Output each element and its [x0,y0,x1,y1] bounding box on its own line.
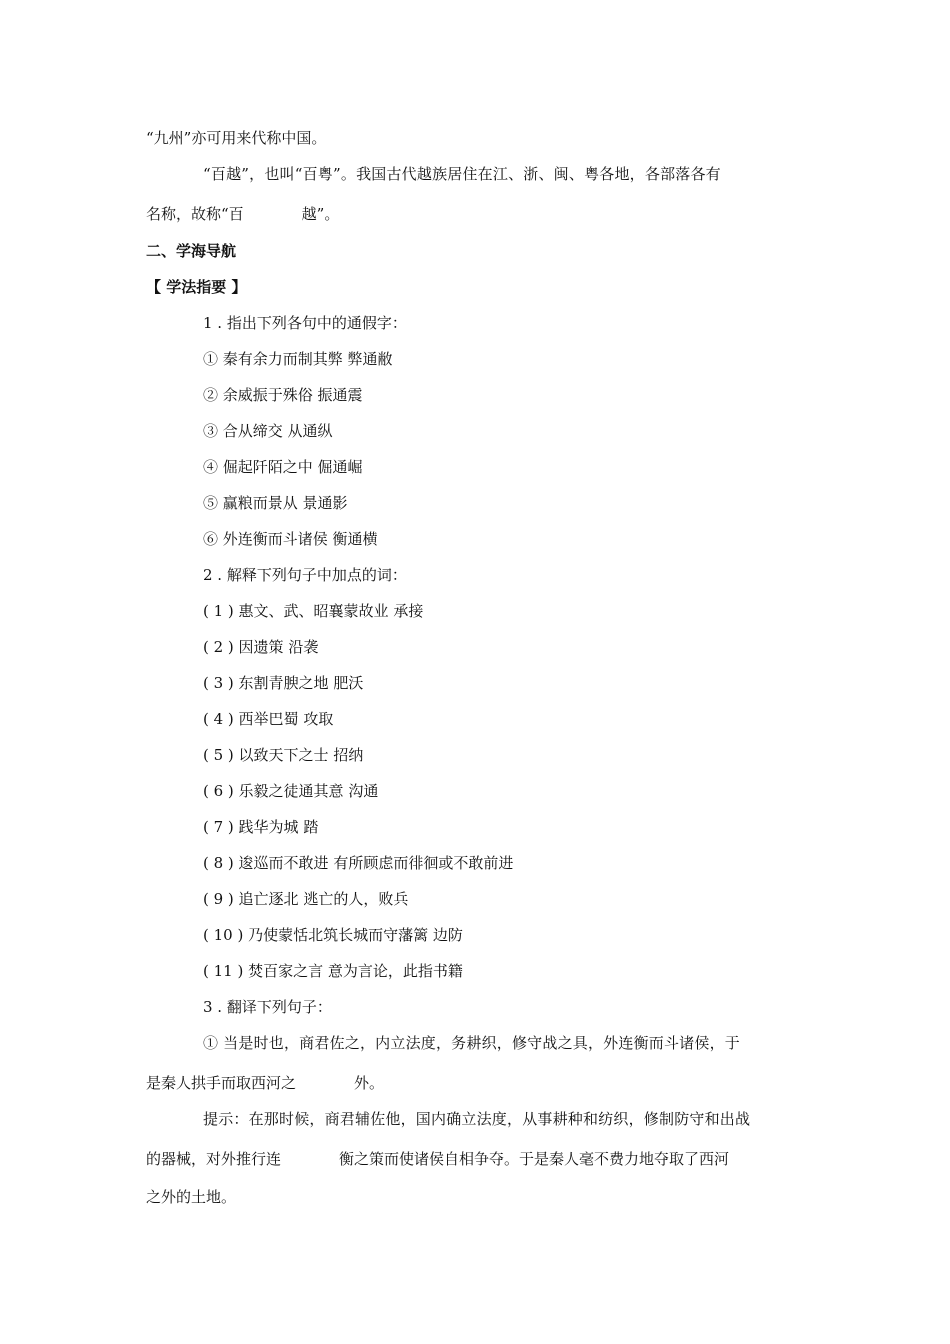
paragraph-jiuzhou: “九州”亦可用来代称中国。 [146,129,327,147]
q1-item: ⑥ 外连衡而斗诸侯 衡通横 [203,530,378,548]
q1-item: ⑤ 赢粮而景从 景通影 [203,494,348,512]
q1-item: ③ 合从缔交 从通纵 [203,422,333,440]
q3-sentence-part-a: 是秦人拱手而取西河之 [146,1074,297,1092]
q3-sentence-part-b: 外。 [354,1074,385,1092]
paragraph-baiyue-part-b: 越”。 [301,205,340,223]
q3-hint-part-a: 的器械，对外推行连 [146,1150,282,1168]
q3-hint-line-3: 之外的土地。 [146,1188,237,1206]
q3-sentence-line-1: ① 当是时也，商君佐之，内立法度，务耕织，修守战之具，外连衡而斗诸侯，于 [203,1034,740,1052]
section-subheading: 【 学法指要 】 [146,278,247,296]
q2-item: ( 10 ) 乃使蒙恬北筑长城而守藩篱 边防 [203,926,463,944]
q1-item: ② 余威振于殊俗 振通震 [203,386,363,404]
q3-hint-line-1: 提示：在那时候，商君辅佐他，国内确立法度，从事耕种和纺织，修制防守和出战 [203,1110,751,1128]
q1-title: 1 . 指出下列各句中的通假字： [203,314,407,332]
q1-item: ① 秦有余力而制其弊 弊通敝 [203,350,393,368]
q3-title: 3 . 翻译下列句子： [203,998,332,1016]
q2-item: ( 7 ) 践华为城 踏 [203,818,319,836]
paragraph-baiyue-line-2 [146,204,339,224]
q1-item: ④ 倔起阡陌之中 倔通崛 [203,458,363,476]
q2-item: ( 2 ) 因遗策 沿袭 [203,638,319,656]
q2-item: ( 1 ) 惠文、武、昭襄蒙故业 承接 [203,602,424,620]
q2-item: ( 8 ) 逡巡而不敢进 有所顾虑而徘徊或不敢前进 [203,854,514,872]
section-heading: 二、学海导航 [146,242,237,260]
q2-item: ( 5 ) 以致天下之士 招纳 [203,746,364,764]
paragraph-baiyue-part-a: 名称，故称“百 [146,205,244,223]
q2-title: 2 . 解释下列句子中加点的词： [203,566,407,584]
q2-item: ( 6 ) 乐毅之徒通其意 沟通 [203,782,379,800]
q3-hint-line-2 [146,1149,729,1169]
q2-item: ( 3 ) 东割青腴之地 肥沃 [203,674,364,692]
q2-item: ( 11 ) 焚百家之言 意为言论，此指书籍 [203,962,463,980]
q3-hint-part-b: 衡之策而使诸侯自相争夺。于是秦人毫不费力地夺取了西河 [339,1150,730,1168]
q3-sentence-line-2 [146,1073,384,1093]
paragraph-baiyue-line-1: “百越”，也叫“百粤”。我国古代越族居住在江、浙、闽、粤各地，各部落各有 [203,165,721,183]
q2-item: ( 9 ) 追亡逐北 逃亡的人，败兵 [203,890,409,908]
q2-item: ( 4 ) 西举巴蜀 攻取 [203,710,334,728]
